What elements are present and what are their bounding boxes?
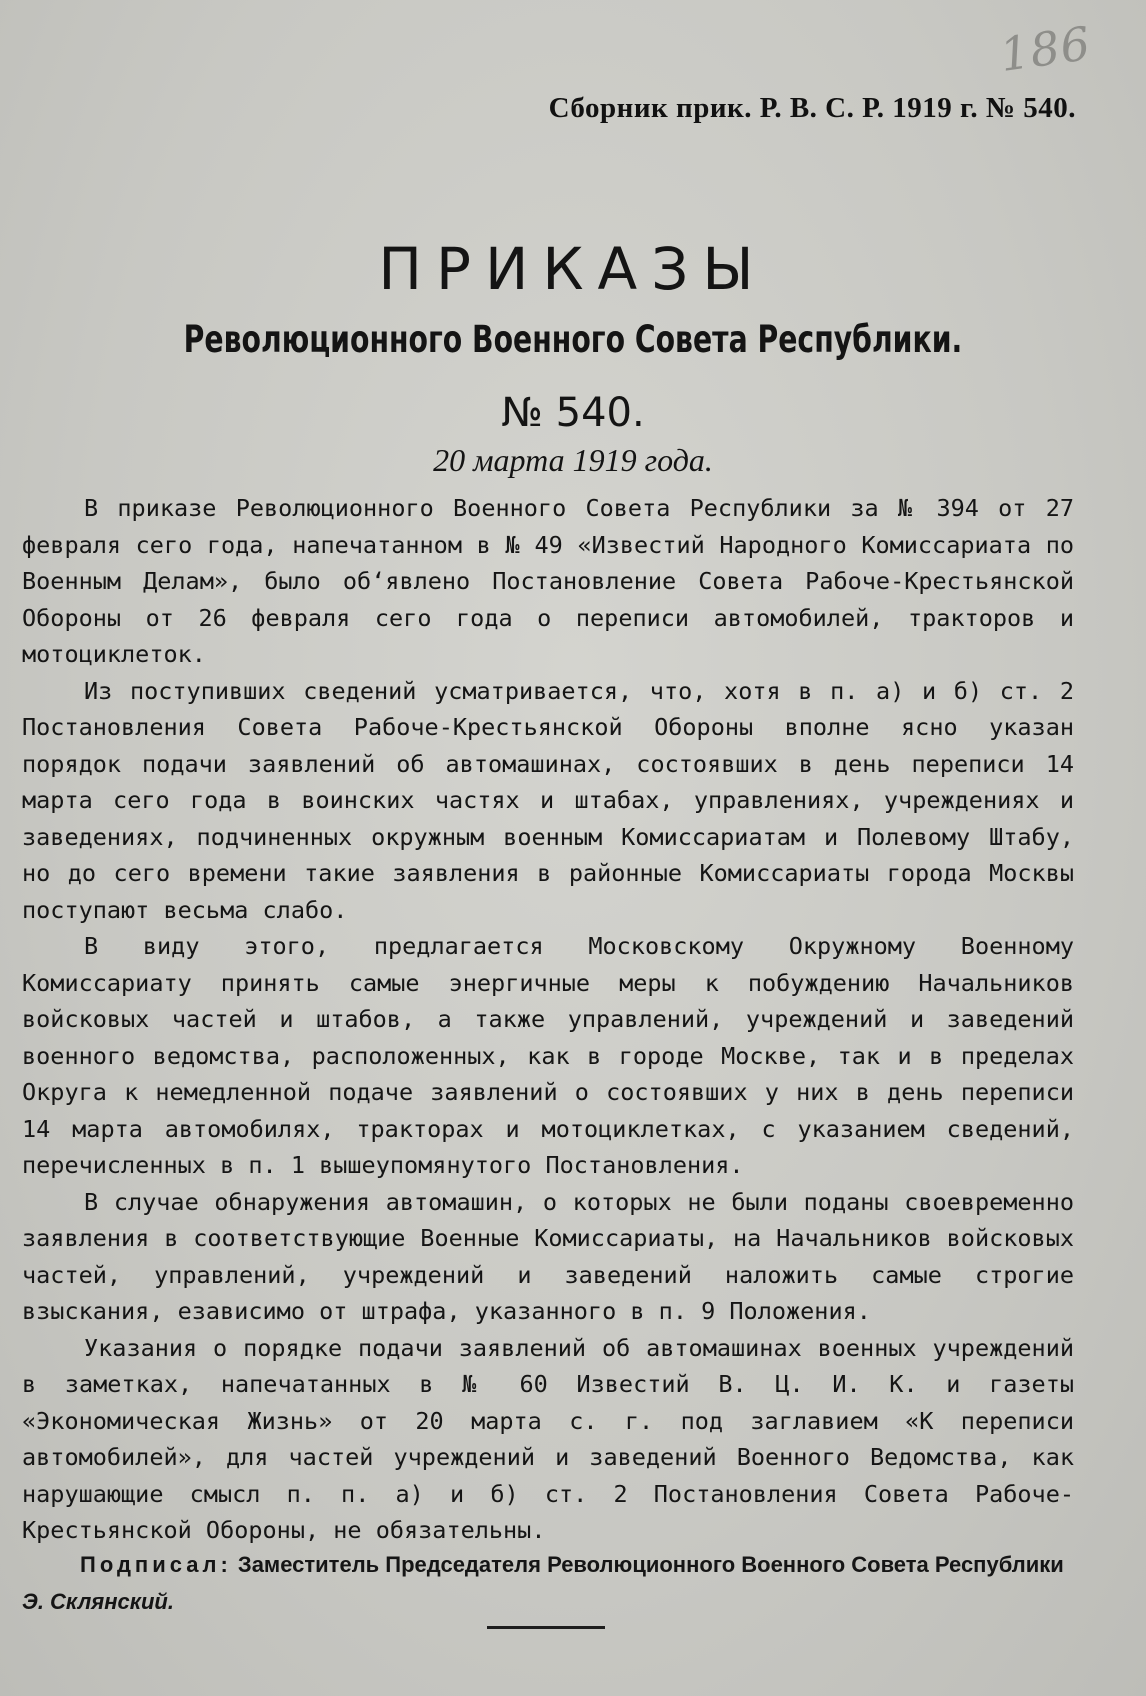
signature-position: Заместитель Председателя Революционного Военного Совета Республики — [237, 1552, 1064, 1577]
document-title: ПРИКАЗЫ — [378, 235, 768, 303]
document-subtitle: Революционного Военного Совета Республики. — [183, 318, 963, 361]
paragraph: В случае обнаружения автомашин, о которых не были поданы своевременно заявления в соответствующие Военные Комиссариаты, на Начальников войсковых частей, управлений, учреждений и заведений наложить самые строгие взыскания, езависимо от штрафа, указанного в п. 9 Положения. — [22, 1187, 1074, 1325]
paragraph: В приказе Революционного Военного Совета Республики за № 394 от 27 февраля сего года, напечатанном в № 49 «Известий Народного Комиссариата по Военным Делам», было об‘явлено Постановление Совета Рабоче-Крестьянской Обороны от 26 февраля сего года о переписи автомобилей, тракторов и мотоциклеток. — [22, 494, 1074, 668]
running-header: Сборник прик. Р. В. С. Р. 1919 г. № 540. — [548, 92, 1076, 124]
signature-label: Подписал: — [80, 1552, 232, 1577]
paragraph: Указания о порядке подачи заявлений об автомашинах военных учреждений в заметках, напечатанных в № 60 Известий В. Ц. И. К. и газеты «Экономическая Жизнь» от 20 марта с. г. под заглавием «К переписи автомобилей», для частей учреждений и заведений Военного Ведомства, как нарушающие смысл п. п. а) и б) ст. 2 Постановления Совета Рабоче-Крестьянской Обороны, не обязательны. — [22, 1333, 1074, 1544]
archive-page-number: 186 — [996, 15, 1095, 83]
order-date: 20 марта 1919 года. — [433, 442, 713, 478]
signer-name: Э. Склянский. — [22, 1589, 174, 1614]
order-number: № 540. — [501, 390, 645, 436]
closing-rule — [487, 1626, 605, 1629]
paragraph: В виду этого, предлагается Московскому Окружному Военному Комиссариату принять самые энергичные меры к побуждению Начальников войсковых частей и штабов, а также управлений, учреждений и заведений военного ведомства, расположенных, как в городе Москве, так и в пределах Округа к немедленной подаче заявлений о состоявших у них в день переписи 14 марта автомобилях, тракторах и мотоциклетках, с указанием сведений, перечисленных в п. 1 вышеупомянутого Постановления. — [22, 932, 1074, 1179]
paragraph: Из поступивших сведений усматривается, что, хотя в п. а) и б) ст. 2 Постановления Совета Рабоче-Крестьянской Обороны вполне ясно указан порядок подачи заявлений об автомашинах, состоявших в день переписи 14 марта сего года в воинских частях и штабах, управлениях, учреждениях и заведениях, подчиненных окружным военным Комиссариатам и Полевому Штабу, но до сего времени такие заявления в районные Комиссариаты города Москвы поступают весьма слабо. — [22, 676, 1074, 924]
signature-block — [22, 1546, 1074, 1620]
order-body — [22, 490, 1074, 1549]
